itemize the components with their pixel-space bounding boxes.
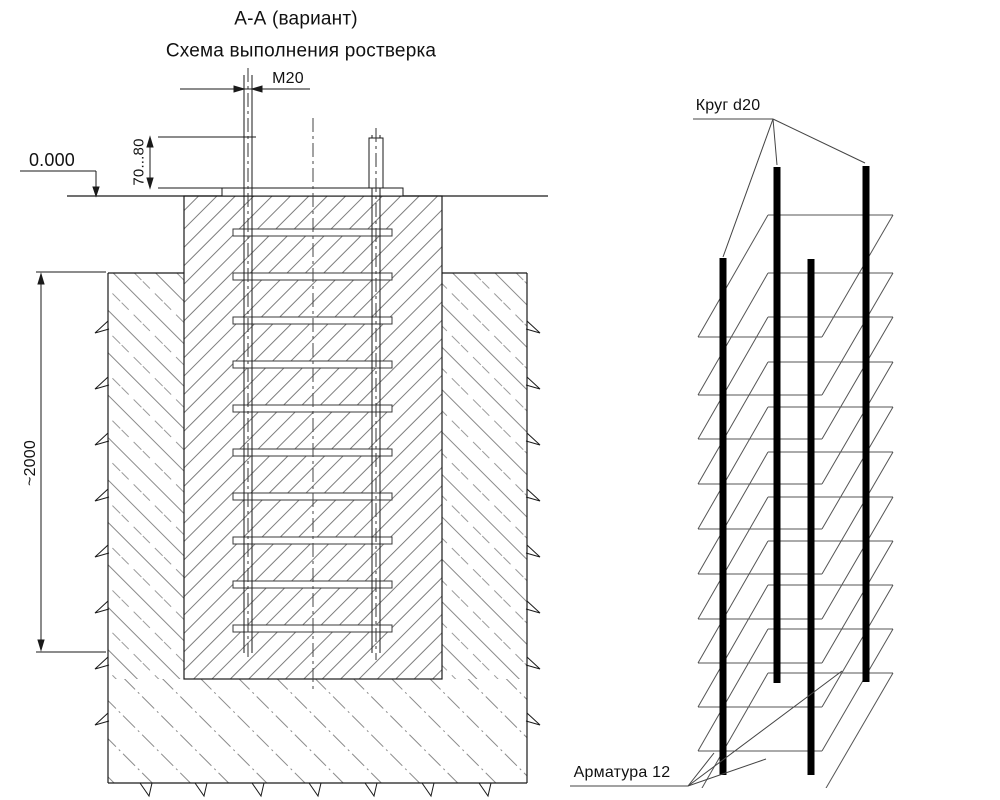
rebar-label: Арматура 12 xyxy=(573,764,671,781)
bolt-size-label: M20 xyxy=(272,70,304,87)
soil-bottom-hatch xyxy=(108,679,527,783)
cage-bar-front-right xyxy=(808,259,815,775)
cage-bars xyxy=(720,166,870,775)
scheme-subtitle: Схема выполнения ростверка xyxy=(165,40,437,62)
round-bar-label: Круг d20 xyxy=(695,97,761,114)
cage-bar-back-left xyxy=(774,167,781,683)
soil-right-hatch xyxy=(442,273,527,679)
cage-bar-front-left xyxy=(720,258,727,775)
dim-protrusion xyxy=(147,137,256,188)
protrusion-dim-label: 70...80 xyxy=(130,138,148,186)
dim-depth xyxy=(36,272,106,652)
zero-elevation-label: 0.000 xyxy=(28,150,76,170)
bottom-break-marks xyxy=(140,783,491,796)
cage-bar-back-right xyxy=(863,166,870,682)
soil-left-hatch xyxy=(108,273,184,679)
section-title: А-А (вариант) xyxy=(234,8,358,30)
leader-zero-level xyxy=(20,171,99,196)
depth-dim-label: ~2000 xyxy=(22,440,39,486)
